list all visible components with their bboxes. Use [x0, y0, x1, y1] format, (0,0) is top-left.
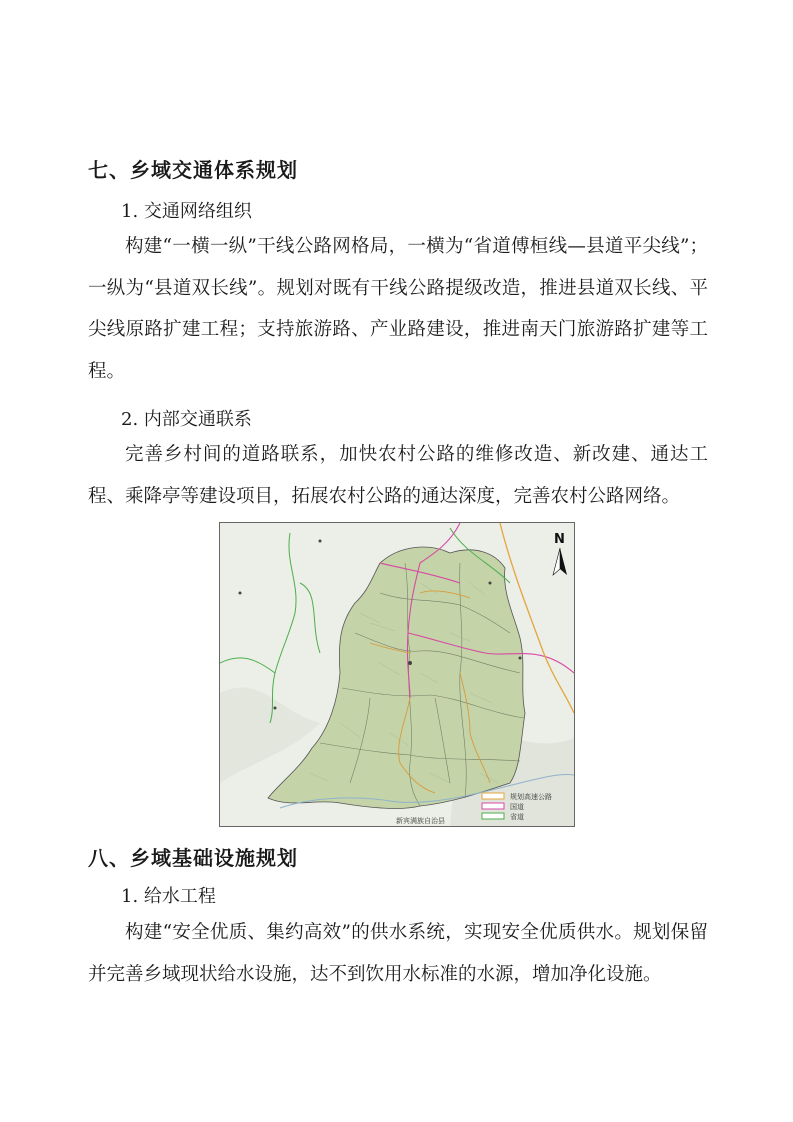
map-graphic — [220, 523, 574, 826]
section-7-paragraph-2: 完善乡村间的道路联系，加快农村公路的维修改造、新改建、通达工程、乘降亭等建设项目，拓展农村公路的通达深度，完善农村公路网络。 — [88, 444, 708, 507]
north-label: N — [554, 532, 565, 547]
legend-swatch-highway — [482, 793, 504, 799]
section-7-subtitle-2: 2. 内部交通联系 — [121, 409, 252, 430]
traffic-plan-map — [219, 522, 575, 827]
legend-label-national: 国道 — [510, 803, 524, 811]
legend-label-provincial: 省道 — [510, 813, 524, 821]
legend-swatch-national — [482, 803, 504, 809]
legend-swatch-provincial — [482, 813, 504, 819]
legend-label-highway: 规划高速公路 — [510, 793, 552, 801]
section-7-subtitle-1: 1. 交通网络组织 — [121, 201, 252, 222]
section-8-paragraph-1: 构建“安全优质、集约高效”的供水系统，实现安全优质供水。规划保留并完善乡域现状给水设施，达不到饮用水标准的水源，增加净化设施。 — [88, 922, 708, 985]
section-8-subtitle-1: 1. 给水工程 — [121, 886, 216, 907]
section-7-paragraph-1: 构建“一横一纵”干线公路网格局，一横为“省道傅桓线—县道平尖线”；一纵为“县道双长线”。规划对既有干线公路提级改造，推进县道双长线、平尖线原路扩建工程；支持旅游路、产业路建设，推进南天门旅游路扩建等工程。 — [88, 236, 708, 382]
section-7-title: 七、乡域交通体系规划 — [88, 158, 298, 182]
section-8-title: 八、乡域基础设施规划 — [88, 846, 298, 870]
map-bottom-place-label: 新宾满族自治县 — [396, 817, 445, 825]
